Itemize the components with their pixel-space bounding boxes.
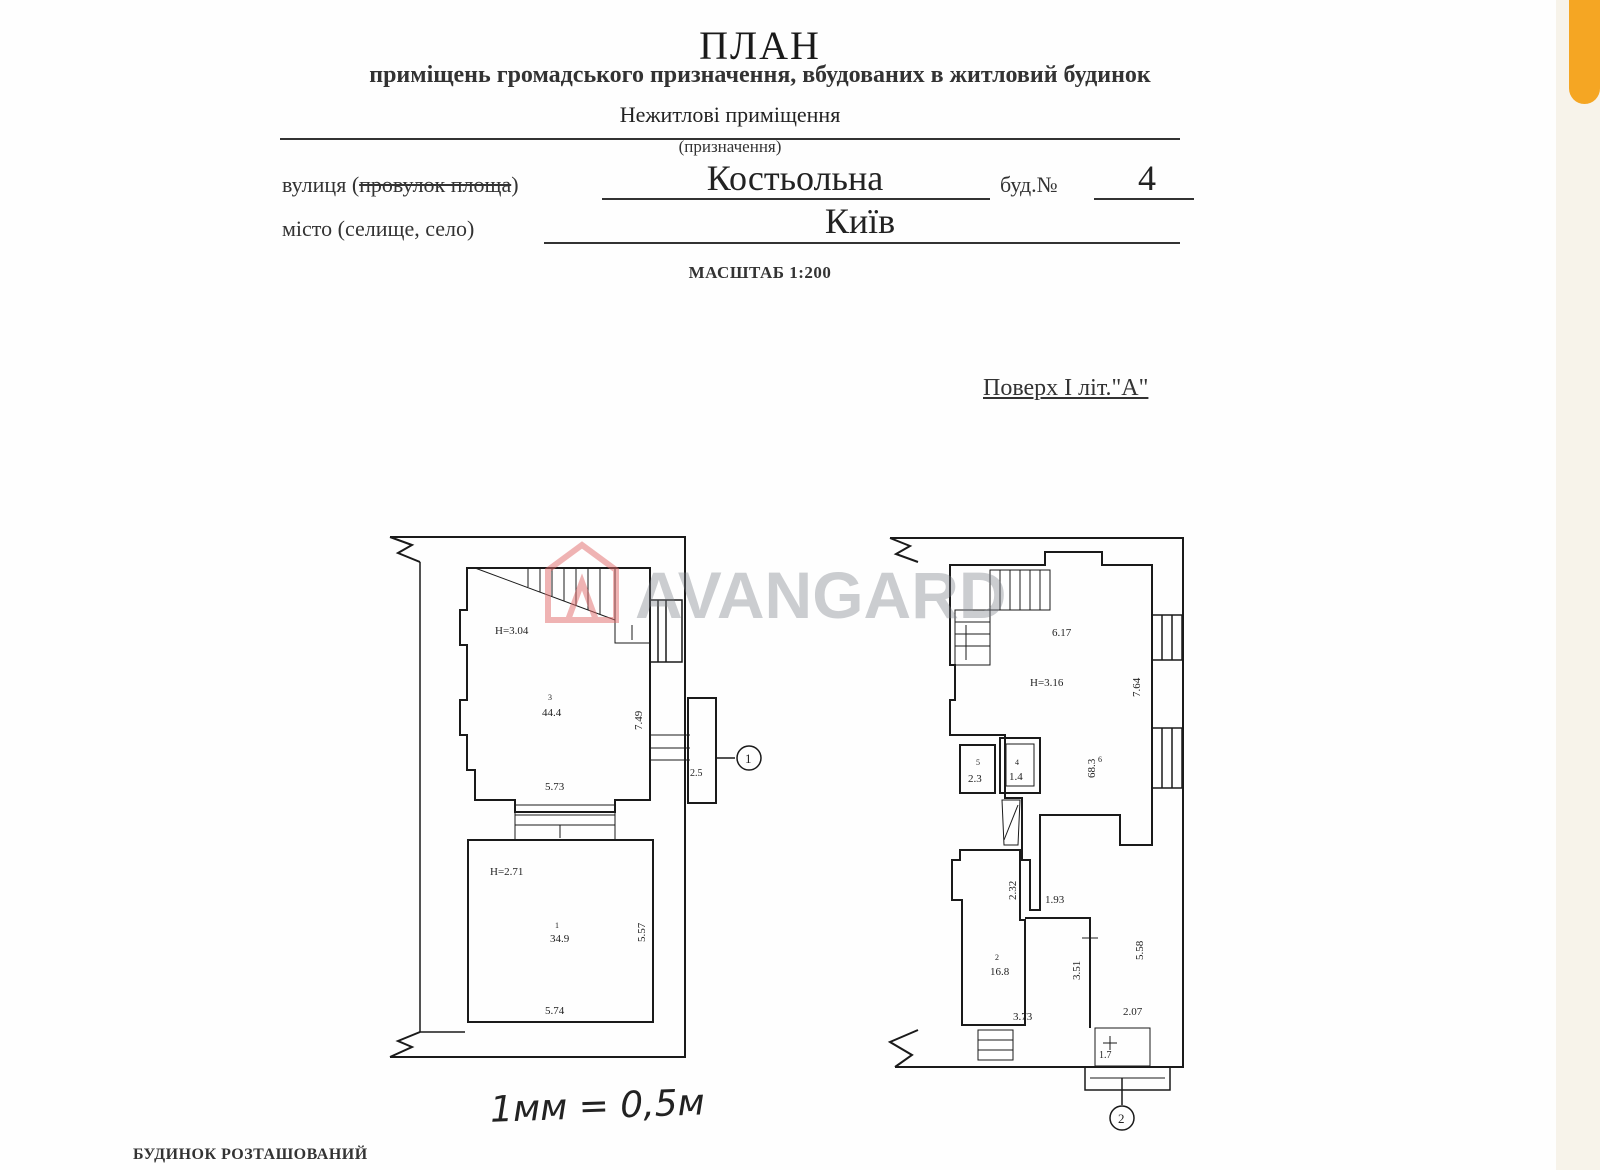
right-room4-area: 1.4 <box>1009 771 1023 783</box>
scale-label: МАСШТАБ 1:200 <box>688 263 832 282</box>
left-dim-7-49: 7.49 <box>633 710 645 730</box>
right-dim-7-64: 7.64 <box>1131 677 1143 697</box>
footer-label: БУДИНОК РОЗТАШОВАНИЙ <box>133 1146 368 1163</box>
left-room-area-bottom: 34.9 <box>550 933 570 945</box>
document-title: ПЛАН <box>699 23 821 68</box>
left-break-bottom <box>390 1032 420 1057</box>
right-dim-3-51: 3.51 <box>1071 960 1083 980</box>
document-subtitle: приміщень громадського призначення, вбудованих в житловий будинок <box>369 62 1151 88</box>
handwritten-scale: 1мм = 0,5м <box>489 1082 706 1131</box>
left-porch <box>688 698 716 803</box>
right-dim-2-32: 2.32 <box>1007 880 1019 900</box>
left-break-top <box>390 537 420 562</box>
left-dim-5-73: 5.73 <box>545 781 565 793</box>
right-dim-6-17: 6.17 <box>1052 627 1072 639</box>
right-room-2 <box>952 850 1025 1025</box>
watermark <box>548 545 1007 632</box>
watermark-logo-icon <box>548 545 616 620</box>
right-room5-area: 2.3 <box>968 773 982 785</box>
left-dim-5-74: 5.74 <box>545 1005 565 1017</box>
purpose-value: Нежитлові приміщення <box>619 102 841 127</box>
building-value: 4 <box>1138 158 1156 198</box>
left-mid-stair <box>515 805 615 840</box>
right-break-bottom <box>890 1030 918 1067</box>
right-window-upper <box>1152 615 1182 660</box>
right-dim-1-93: 1.93 <box>1045 894 1065 906</box>
building-label: буд.№ <box>1000 172 1058 197</box>
street-label-close: ) <box>511 172 519 197</box>
right-dim-2-07: 2.07 <box>1123 1006 1143 1018</box>
right-room-main-area: 68.3 <box>1086 758 1098 778</box>
right-small-area: 1.7 <box>1099 1050 1112 1061</box>
street-value: Костьольна <box>706 158 884 198</box>
city-value: Київ <box>824 201 896 241</box>
watermark-text: AVANGARD <box>635 558 1007 632</box>
right-window-lower <box>1152 728 1182 788</box>
purpose-hint: (призначення) <box>678 137 782 156</box>
left-room-num-bottom: 1 <box>555 921 559 930</box>
right-room2-area: 16.8 <box>990 966 1010 978</box>
right-h-main: H=3.16 <box>1030 677 1064 689</box>
left-small-area: 2.5 <box>690 768 703 779</box>
right-callout-number: 2 <box>1118 1111 1125 1126</box>
left-callout-number: 1 <box>745 751 752 766</box>
floor-label: Поверх I літ."А" <box>983 375 1149 401</box>
right-room4-num: 4 <box>1015 758 1019 767</box>
left-inner-wall <box>420 562 465 1032</box>
left-room-upper <box>460 568 650 812</box>
left-dim-5-57: 5.57 <box>636 922 648 942</box>
right-room-5 <box>960 745 995 793</box>
left-h-bottom: H=2.71 <box>490 866 524 878</box>
right-room-main-num: 6 <box>1098 755 1102 764</box>
left-h-top: H=3.04 <box>495 625 529 637</box>
right-room5-num: 5 <box>976 758 980 767</box>
right-bottom-stair <box>978 1028 1150 1066</box>
right-dim-3-73: 3.73 <box>1013 1011 1033 1023</box>
left-room-num-top: 3 <box>548 693 552 702</box>
left-room-area-top: 44.4 <box>542 707 562 719</box>
right-room2-num: 2 <box>995 953 999 962</box>
street-label-text: вулиця ( <box>282 172 360 197</box>
right-dim-5-58: 5.58 <box>1134 940 1146 960</box>
city-label: місто (селище, село) <box>282 216 475 241</box>
street-label-struck: провулок площа <box>359 172 512 197</box>
